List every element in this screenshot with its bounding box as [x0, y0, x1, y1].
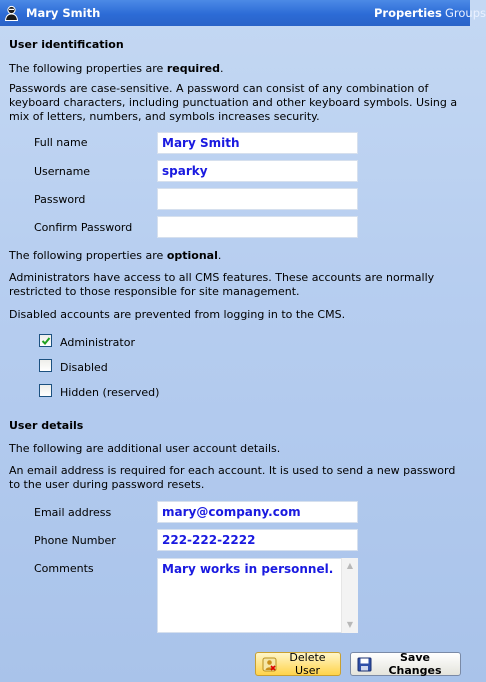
optional-word: optional: [166, 249, 218, 262]
password-note: Passwords are case-sensitive. A password can consist of any combination of keyboard characters, including punctuation and other keyboard symbols. Using a mix of letters, numbers, and symbols increases security.: [9, 82, 458, 123]
email-note: An email address is required for each account. It is used to send a new password to the user during password resets.: [9, 464, 456, 491]
password-input[interactable]: [157, 188, 358, 210]
user-icon: [4, 5, 19, 21]
disabled-label: Disabled: [60, 361, 108, 374]
floppy-disk-icon: [357, 657, 372, 672]
save-changes-button[interactable]: [350, 652, 461, 676]
password-label: Password: [34, 193, 86, 206]
optional-prefix: The following properties are: [9, 249, 167, 262]
comments-textarea[interactable]: [157, 558, 358, 633]
scroll-up-icon[interactable]: ▲: [346, 561, 354, 570]
hidden-checkbox[interactable]: [39, 384, 52, 397]
phone-label: Phone Number: [34, 534, 116, 547]
confirm-password-input[interactable]: [157, 216, 358, 238]
username-input[interactable]: [157, 160, 358, 182]
administrator-note: Administrators have access to all CMS features. These accounts are normally restricted to those responsible for site management.: [9, 271, 435, 298]
disabled-checkbox[interactable]: [39, 359, 52, 372]
required-word: required: [166, 62, 220, 75]
disabled-note: Disabled accounts are prevented from logging in to the CMS.: [9, 308, 346, 321]
confirm-password-label: Confirm Password: [34, 221, 133, 234]
required-prefix: The following properties are: [9, 62, 167, 75]
section-title-user-details: User details: [9, 419, 84, 432]
administrator-checkbox[interactable]: [39, 334, 52, 347]
administrator-label: Administrator: [60, 336, 135, 349]
username-label: Username: [34, 165, 91, 178]
save-changes-label: Save Changes: [388, 651, 442, 677]
tab-properties[interactable]: Properties: [374, 6, 442, 20]
delete-user-button[interactable]: [255, 652, 341, 676]
title-bar: [0, 0, 486, 26]
tab-groups[interactable]: Groups: [445, 6, 486, 20]
user-name-title: Mary Smith: [26, 6, 101, 20]
email-label: Email address: [34, 506, 112, 519]
email-input[interactable]: [157, 501, 358, 523]
required-suffix: .: [219, 62, 224, 75]
delete-user-icon: [262, 657, 277, 672]
hidden-label: Hidden (reserved): [60, 386, 160, 399]
full-name-label: Full name: [34, 136, 88, 149]
checkmark-icon: [41, 336, 51, 346]
comments-scrollbar[interactable]: [341, 558, 358, 633]
comments-label: Comments: [34, 562, 94, 575]
details-intro: The following are additional user account details.: [9, 442, 281, 455]
required-note: [9, 62, 464, 76]
optional-note: [9, 249, 464, 263]
optional-suffix: .: [217, 249, 222, 262]
section-title-identification: User identification: [9, 38, 124, 51]
scroll-down-icon[interactable]: ▼: [346, 620, 354, 629]
phone-input[interactable]: [157, 529, 358, 551]
delete-user-label: Delete User: [289, 651, 326, 677]
full-name-input[interactable]: [157, 132, 358, 154]
